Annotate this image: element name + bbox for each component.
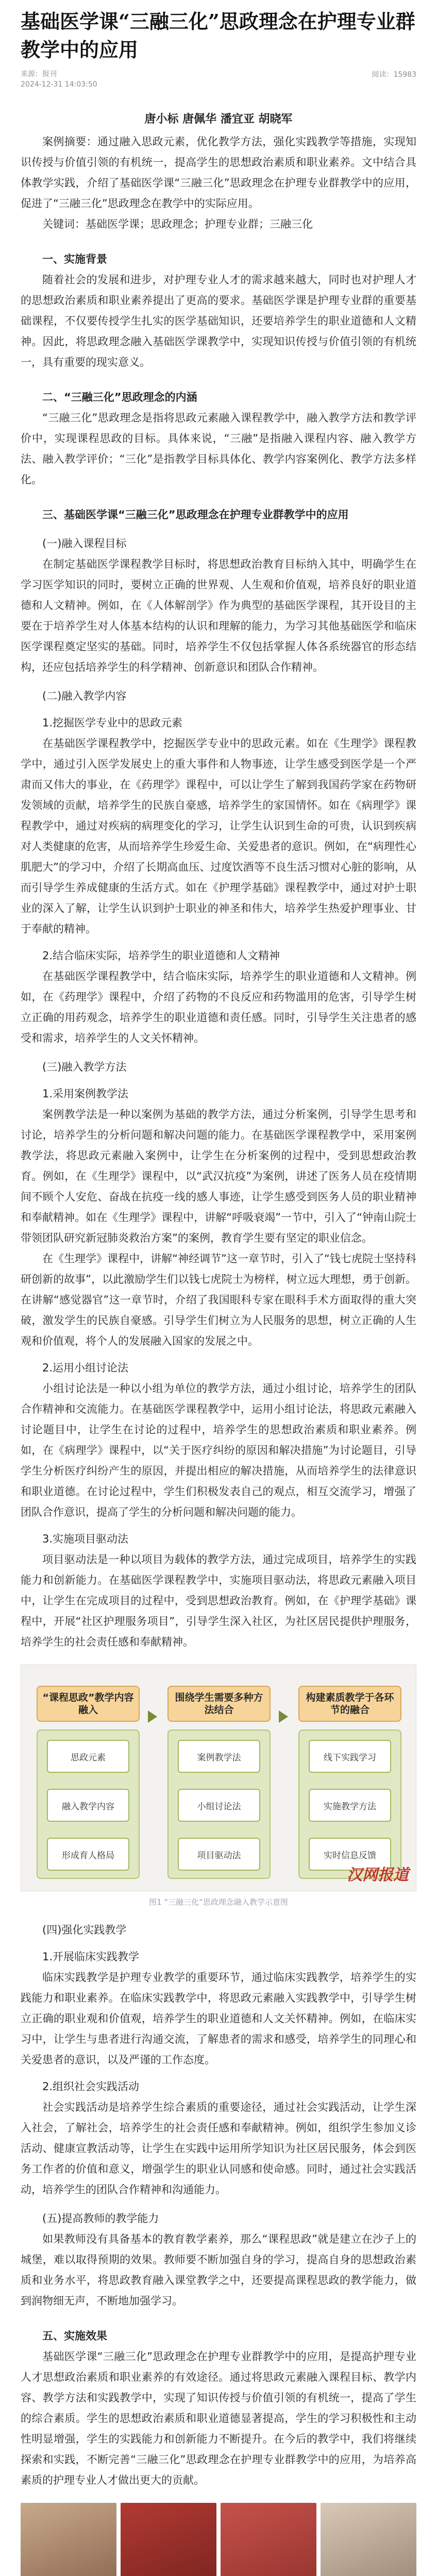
- keywords-paragraph: 关键词：基础医学课；思政理念；护理专业群；三融三化: [42, 218, 313, 231]
- diagram-item: 小组讨论法: [178, 1789, 260, 1822]
- diagram-item: 实施教学方法: [309, 1789, 391, 1822]
- article-title: 基础医学课“三融三化”思政理念在护理专业群教学中的应用: [21, 10, 415, 62]
- body-paragraph: 在制定基础医学课程教学目标时，将思想政治教育目标纳入其中，明确学生在学习医学知识的同时，要树立正确的世界观、人生观和价值观，培养良好的职业道德和人文精神。例如，在《人体解剖学》作为典型的基础医学课程，其开设目的主要在于培养学生对人体基本结构的认识和理解的能力，为学习其他基础医学和临床医学课程奠定坚实的基础。同时，培养学生不仅包括掌握人体各系统器官的形态结构，还应包括培养学生的科学精神、创新意识和团队合作精神。: [21, 558, 416, 674]
- body-paragraph: 临床实践教学是护理专业教学的重要环节，通过临床实践教学，培养学生的实践能力和职业素养。在临床实践教学中，将思政元素融入实践教学中，引导学生树立正确的职业观和价值观，培养学生的职业道德和人文关怀精神。例如，在临床实习中，让学生与患者进行沟通交流，了解患者的需求和感受，培养学生的同理心和关爱患者的意识，以及严谨的工作态度。: [21, 1971, 416, 2066]
- item-heading: 1.开展临床实践教学: [42, 1951, 140, 1963]
- arrow-right-icon: [148, 1710, 157, 1723]
- body-paragraph: 在基础医学课程教学中，挖掘医学专业中的思政元素。如在《生理学》课程教学中，通过引入医学发展史上的重大事件和人物事迹，让学生感受到医学是一个严肃而又伟大的事业，在《药理学》课程中，可以让学生了解到我国药学家在药物研发领域的贡献，培养学生的民族自豪感，培养学生的家国情怀。如在《病理学》课程教学中，通过对疾病的病理变化的学习，让学生认识到生命的可贵，认识到疾病对人类健康的危害，从而培养学生珍爱生命、关爱患者的意识。例如，在“病理性心肌肥大”的学习中，介绍了长期高血压、过度饮酒等不良生活习惯对心脏的影响，从而引导学生养成健康的生活方式。如在《护理学基础》课程教学中，通过对护士职业的深入了解，让学生认识到护士职业的神圣和伟大，培养学生热爱护理事业、甘于奉献的精神。: [21, 737, 416, 936]
- diagram-item: 实时信息反馈: [309, 1838, 391, 1871]
- source-label: 来源：报刊: [21, 70, 57, 79]
- subsection-heading: (三)融入教学方法: [42, 1061, 127, 1074]
- diagram-item: 案例教学法: [178, 1740, 260, 1773]
- item-heading: 2.运用小组讨论法: [42, 1362, 129, 1375]
- body-paragraph: 社会实践活动是培养学生综合素质的重要途径，通过社会实践活动，让学生深入社会，了解社会，培养学生的社会责任感和奉献精神。例如，组织学生参加义诊活动、健康宣教活动等，让学生在实践中运用所学知识为社区居民服务，体会到医务工作者的价值和意义，增强学生的职业认同感和使命感。同时，通过社会实践活动，培养学生的团队合作精神和沟通能力。: [21, 2101, 416, 2196]
- diagram-item: 项目驱动法: [178, 1838, 260, 1871]
- diagram-item: 线下实践学习: [309, 1740, 391, 1773]
- body-paragraph: 案例教学法是一种以案例为基础的教学方法，通过分析案例，引导学生思考和讨论，培养学生的分析问题和解决问题的能力。在基础医学课程教学中，采用案例教学法，将思政元素融入案例中，让学生在分析案例的过程中，受到思想政治教育。例如，在《生理学》课程中，以“武汉抗疫”为案例，讲述了医务人员在疫情期间不顾个人安危、奋战在抗疫一线的感人事迹，让学生感受到医务人员的职业精神和奉献精神。如在《生理学》课程中，讲解“呼吸衰竭”一节中，引入了“钟南山院士带领团队研究新冠肺炎救治方案”的案例，教育学生要有坚定的职业信念。: [21, 1108, 416, 1245]
- body-paragraph: 小组讨论法是一种以小组为单位的教学方法，通过小组讨论，培养学生的团队合作精神和交流能力。在基础医学课程教学中，运用小组讨论法，将思政元素融入讨论题目中，让学生在讨论的过程中，培养学生的思想政治素质和职业素养。例如，在《病理学》课程中，以“关于医疗纠纷的原因和解决措施”为讨论题目，引导学生分析医疗纠纷产生的原因，并提出相应的解决措施，从而培养学生的法律意识和职业道德。在讨论过程中，学生们积极发表自己的观点，相互交流学习，增强了团队合作意识，提高了学生的分析问题和解决问题的能力。: [21, 1382, 416, 1519]
- subsection-heading: (一)融入课程目标: [42, 537, 127, 550]
- diagram-item: 融入教学内容: [47, 1789, 129, 1822]
- figure-caption: 图1 “三融三化”思政理念融入教学示意图: [149, 1897, 288, 1907]
- figure-diagram: [21, 1665, 416, 1891]
- item-heading: 2.组织社会实践活动: [42, 2080, 140, 2093]
- column-head: “课程思政”教学内容融入: [37, 1686, 140, 1722]
- meta-left: [21, 69, 97, 90]
- figure-photo-grid: [21, 2503, 416, 2576]
- watermark-logo: 汉网报道: [347, 1866, 409, 1885]
- column-head: 构建素质教学于各环节的融合: [298, 1686, 401, 1722]
- body-paragraph: “三融三化”思政理念是指将思政元素融入课程教学中，融入教学方法和教学评价中，实现课程思政的目标。具体来说，“三融”是指融入课程内容、融入教学方法、融入教学评价；“三化”是指教学目标具体化、教学内容案例化、教学方法多样化。: [21, 412, 416, 486]
- body-paragraph: 在基础医学课程教学中，结合临床实际，培养学生的职业道德和人文精神。例如，在《药理学》课程中，介绍了药物的不良反应和药物滥用的危害，引导学生树立正确的用药观念，培养学生的职业道德和责任感。同时，引导学生关注患者的感受和需求，培养学生的人文关怀精神。: [21, 970, 416, 1045]
- activity-photo: [321, 2503, 416, 2576]
- activity-photo: [21, 2503, 116, 2576]
- diagram-item: 形成育人格局: [47, 1838, 129, 1871]
- column-head: 围绕学生需要多种方法结合: [167, 1686, 271, 1722]
- publish-date: 2024-12-31 14:03:50: [21, 80, 97, 89]
- subsection-heading: (五)提高教师的教学能力: [42, 2212, 159, 2225]
- body-paragraph: 基础医学课“三融三化”思政理念在护理专业群教学中的应用，是提高护理专业人才思想政治素质和职业素养的有效途径。通过将思政元素融入课程目标、教学内容、教学方法和实践教学中，实现了知识传授与价值引领的有机统一，提高了学生的综合素质。学生的思想政治素质和职业道德显著提高，学生的学习积极性和主动性明显增强，学生的实践能力和创新能力不断提升。在今后的教学中，我们将继续探索和实践，不断完善“三融三化”思政理念在护理专业群教学中的应用，为培养高素质的护理专业人才做出更大的贡献。: [21, 2350, 416, 2487]
- item-heading: 1.采用案例教学法: [42, 1088, 129, 1100]
- activity-photo: [221, 2503, 316, 2576]
- section-heading: 三、基础医学课“三融三化”思政理念在护理专业群教学中的应用: [42, 509, 349, 521]
- body-paragraph: 项目驱动法是一种以项目为载体的教学方法，通过完成项目，培养学生的实践能力和创新能力。在基础医学课程教学中，实施项目驱动法，将思政元素融入项目中，让学生在完成项目的过程中，受到思想政治教育。例如，在《护理学基础》课程中，开展“社区护理服务项目”，引导学生深入社区，为社区居民提供护理服务，培养学生的社会责任感和奉献精神。: [21, 1553, 416, 1649]
- section-heading: 一、实施背景: [42, 253, 107, 266]
- subsection-heading: (四)强化实践教学: [42, 1924, 127, 1937]
- activity-photo: [121, 2503, 216, 2576]
- body-paragraph: 在《生理学》课程中，讲解“神经调节”这一章节时，引入了“钱七虎院士坚持科研创新的故事”，以此激励学生们以钱七虎院士为榜样，树立远大理想，勇于创新。在讲解“感觉器官”这一章节时，介绍了我国眼科专家在眼科手术方面取得的重大突破，激发学生的民族自豪感。引导学生们树立为人民服务的思想，树立正确的人生观和价值观，将个人的发展融入国家的发展之中。: [21, 1252, 416, 1348]
- section-heading: 二、“三融三化”思政理念的内涵: [42, 391, 197, 404]
- item-heading: 3.实施项目驱动法: [42, 1533, 129, 1546]
- article-meta: [21, 69, 416, 90]
- arrow-right-icon: [279, 1710, 288, 1723]
- author-line: 唐小标 唐佩华 潘宜亚 胡晓军: [144, 113, 293, 126]
- abstract-paragraph: 案例摘要：通过融入思政元素，优化教学方法，强化实践教学等措施，实现知识传授与价值引领的有机统一，提高学生的思想政治素质和职业素养。文中结合具体教学实践，介绍了基础医学课“三融三化”思政理念在护理专业群教学中的应用，促进了“三融三化”思政理念在教学中的实际应用。: [21, 135, 416, 210]
- body-paragraph: 如果教师没有具备基本的教育教学素养，那么“课程思政”就是建立在沙子上的城堡，难以取得预期的效果。教师要不断加强自身的学习，提高自身的思想政治素质和业务水平，将思政教育融入课堂教学之中，还要提高课程思政的教学能力，做到润物细无声，不断地加强学习。: [21, 2233, 416, 2308]
- item-heading: 2.结合临床实际，培养学生的职业道德和人文精神: [42, 950, 280, 962]
- item-heading: 1.挖掘医学专业中的思政元素: [42, 717, 183, 730]
- view-count: 阅读：15983: [372, 71, 416, 79]
- diagram-item: 思政元素: [47, 1740, 129, 1773]
- subsection-heading: (二)融入教学内容: [42, 690, 127, 703]
- section-heading: 五、实施效果: [42, 2330, 107, 2343]
- body-paragraph: 随着社会的发展和进步，对护理专业人才的需求越来越大，同时也对护理人才的思想政治素质和职业素养提出了更高的要求。基础医学课是护理专业群的重要基础课程，不仅要传授学生扎实的医学基础知识，还要培养学生的职业道德和人文精神。因此，将思政理念融入基础医学课教学中，实现知识传授与价值引领的有机统一，具有重要的现实意义。: [21, 274, 416, 369]
